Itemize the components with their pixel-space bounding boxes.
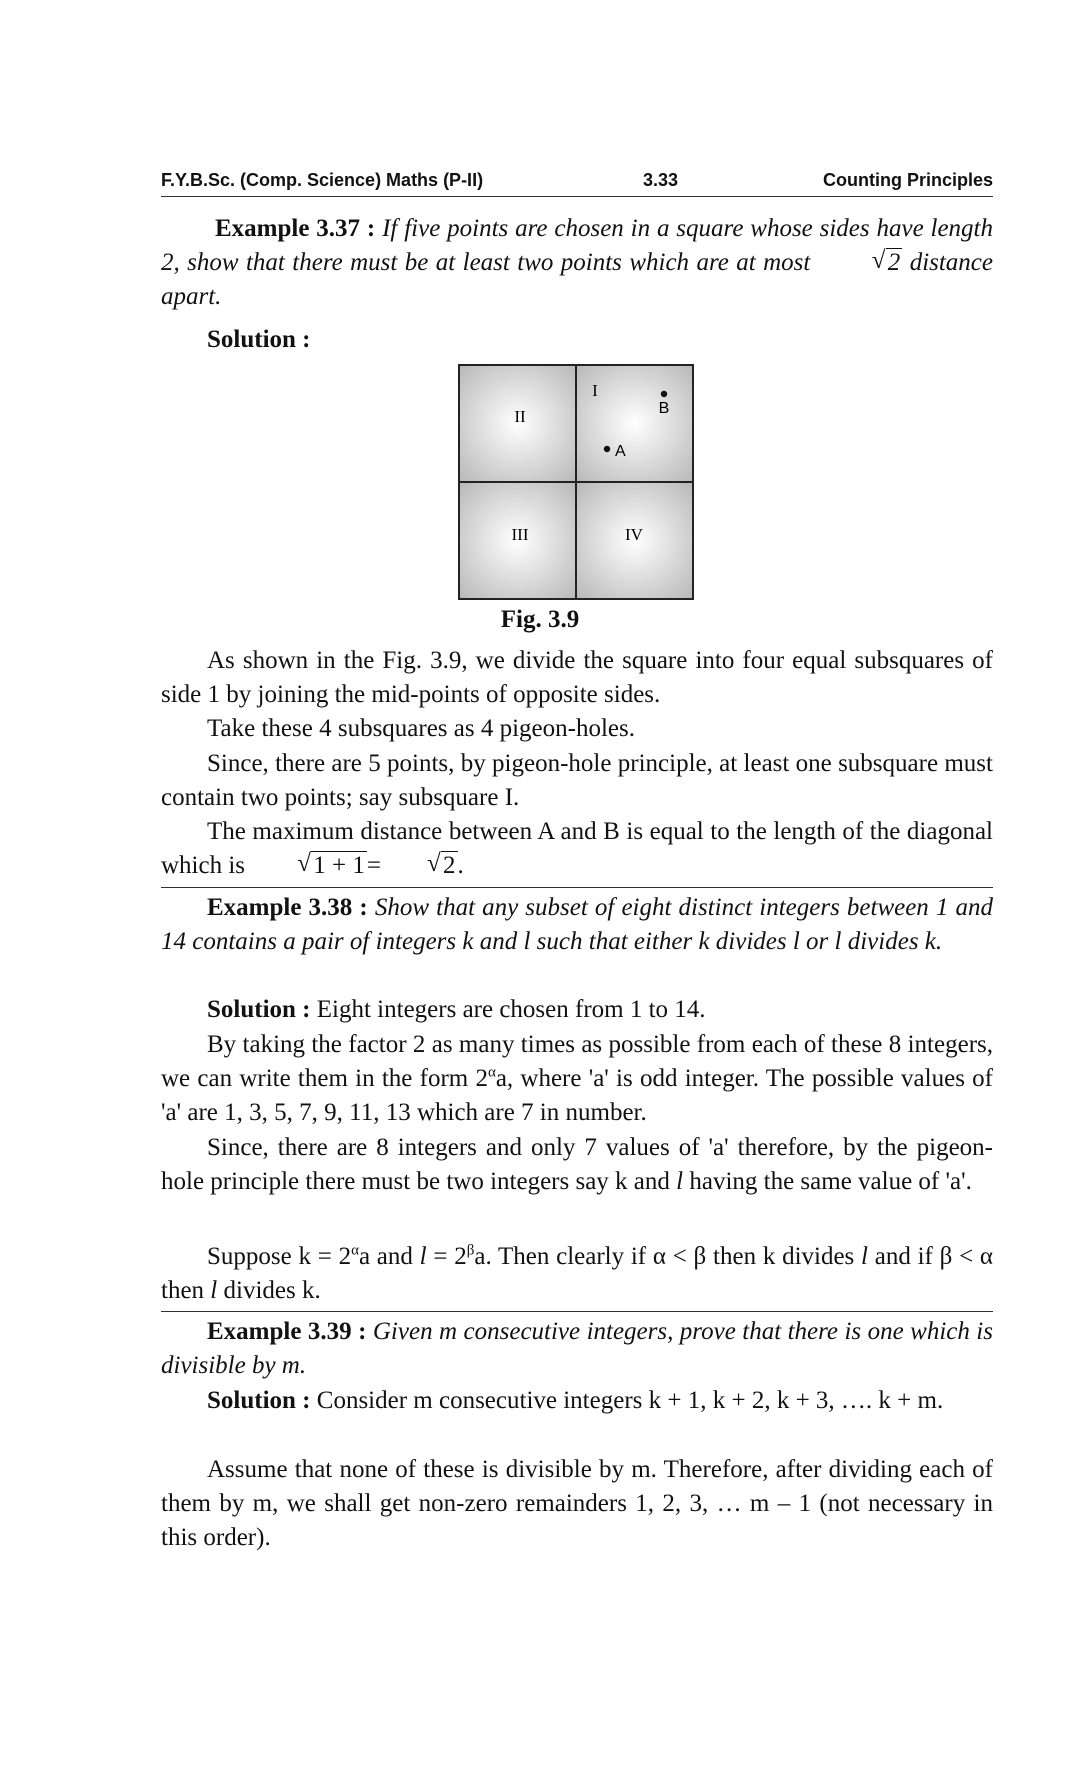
sqrt-2-expression: √ 2: [871, 247, 901, 276]
solution-3-37-p4: [161, 815, 993, 883]
p4-part-3: = 2: [433, 1243, 467, 1270]
point-b-label: B: [658, 400, 670, 417]
p3-text-a: Since, there are 8 integers and only 7 values of 'a' therefore, by the pigeon-hole principle there must be two integers say k and: [161, 1134, 993, 1195]
example-3-37-text-a: If five points are chosen in a square whose sides have length 2, show that there must be at least two points which are at most: [161, 215, 994, 276]
solution-3-39-label: Solution :: [207, 1387, 311, 1414]
p4-part-4: a. Then clearly if α < β then k divides: [474, 1243, 855, 1270]
figure-3-9-square: [458, 364, 694, 600]
sqrt-2-result: √ 2: [427, 850, 456, 879]
p4-part-1: Suppose k = 2: [207, 1243, 352, 1270]
p4-exp-beta: β: [466, 1242, 475, 1259]
solution-3-38-p3: [161, 1131, 993, 1199]
running-header: [161, 166, 993, 197]
solution-3-39-p2: Assume that none of these is divisible by m. Therefore, after dividing each of them by m, we shall get non-zero remainders 1, 2, 3, … m – 1 (not necessary in this order).: [161, 1456, 993, 1551]
sqrt-1-plus-1: √ 1 + 1: [297, 850, 365, 879]
p4-var-l2: l: [861, 1243, 868, 1270]
solution-3-37-label-line: [161, 323, 993, 357]
solution-3-38-text: Eight integers are chosen from 1 to 14.: [316, 996, 706, 1023]
p4-part-6: divides k.: [223, 1277, 321, 1304]
period: .: [457, 852, 464, 879]
solution-3-39-p1: [161, 1384, 993, 1418]
label-III: III: [511, 525, 529, 544]
solution-3-38-p2: [161, 1028, 993, 1130]
solution-3-38-label: Solution :: [207, 996, 311, 1023]
example-3-38-statement: [161, 891, 993, 959]
p3-var-l: l: [676, 1168, 684, 1195]
radicand-1-plus-1: 1 + 1: [313, 852, 365, 879]
solution-3-39-text: Consider m consecutive integers k + 1, k + 2, k + 3, …. k + m.: [316, 1387, 944, 1414]
p4-text: The maximum distance between A and B is equal to the length of the diagonal which is: [161, 818, 993, 879]
solution-3-37-label: Solution :: [207, 326, 311, 353]
example-3-37-label: Example 3.37 :: [215, 215, 376, 242]
label-II: II: [514, 407, 526, 426]
example-3-37-text-b: distance apart.: [161, 249, 994, 310]
example-3-39-label: Example 3.39 :: [207, 1318, 367, 1345]
solution-3-37-p3: Since, there are 5 points, by pigeon-hole principle, at least one subsquare must contain two points; say subsquare I.: [161, 750, 993, 811]
p2-text-a: By taking the factor 2 as many times as possible from each of these 8 integers, we can write them in the form 2: [161, 1031, 993, 1092]
p4-var-l1: l: [419, 1243, 427, 1270]
point-a-dot: [604, 446, 610, 452]
example-3-39-statement: [161, 1315, 993, 1383]
header-book-title: F.Y.B.Sc. (Comp. Science) Maths (P-II): [161, 170, 484, 190]
header-chapter-title: Counting Principles: [822, 170, 993, 190]
figure-caption: Fig. 3.9: [500, 606, 580, 633]
solution-3-37-p2: Take these 4 subsquares as 4 pigeon-holes.: [207, 715, 636, 742]
example-3-38-text: Show that any subset of eight distinct integers between 1 and 14 contains a pair of integers k and l such that either k divides l or l divides k.: [161, 894, 994, 955]
label-IV: IV: [625, 525, 643, 544]
sqrt-radicand: 2: [887, 249, 901, 276]
equals-sign: =: [366, 852, 381, 879]
p4-part-5: and if β < α then: [161, 1243, 994, 1304]
example-3-37-statement: [161, 212, 993, 314]
p4-exp-alpha: α: [351, 1242, 359, 1259]
solution-3-38-p4: [161, 1240, 993, 1308]
label-I: I: [592, 381, 598, 400]
point-a-label: A: [615, 443, 626, 460]
exponent-alpha: α: [487, 1064, 496, 1081]
p2-text-b: a, where 'a' is odd integer. The possible values of 'a' are 1, 3, 5, 7, 9, 11, 13 which are 7 in number.: [161, 1065, 993, 1126]
point-b-dot: [661, 391, 667, 397]
p3-text-b: having the same value of 'a'.: [689, 1168, 972, 1195]
example-3-38-label: Example 3.38 :: [207, 894, 368, 921]
solution-3-37-p1: As shown in the Fig. 3.9, we divide the square into four equal subsquares of side 1 by joining the mid-points of opposite sides.: [161, 647, 993, 708]
solution-3-38-p1: [161, 993, 993, 1027]
p4-var-l3: l: [210, 1277, 218, 1304]
example-3-39-text: Given m consecutive integers, prove that there is one which is divisible by m.: [161, 1318, 993, 1379]
section-divider-1: [161, 887, 993, 888]
p4-part-2: a and: [358, 1243, 413, 1270]
header-page-number: 3.33: [643, 170, 679, 190]
section-divider-2: [161, 1311, 993, 1312]
radicand-2: 2: [443, 852, 456, 879]
